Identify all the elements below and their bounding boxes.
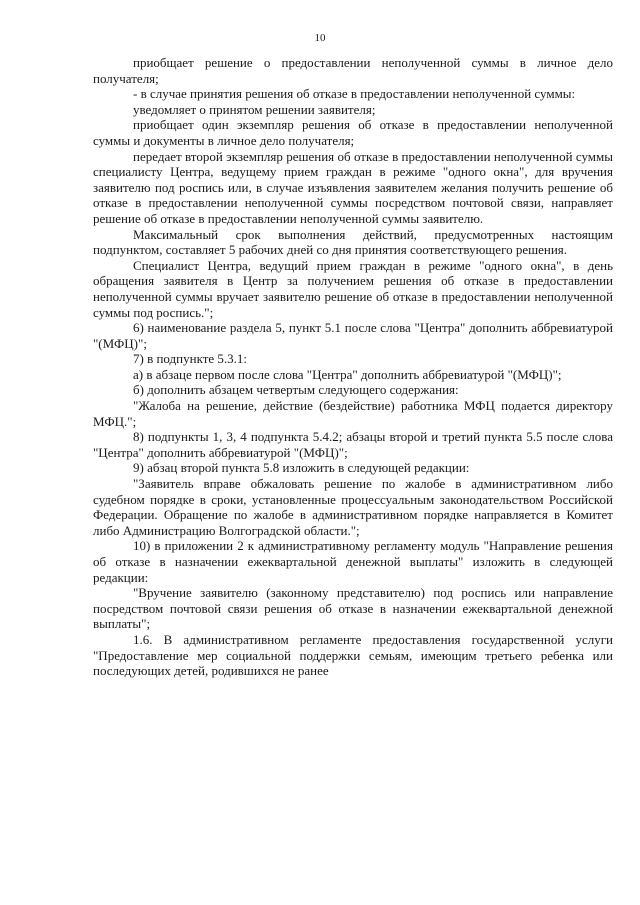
paragraph: "Жалоба на решение, действие (бездействие) работника МФЦ подается директору МФЦ."; [93,398,613,429]
paragraph: 8) подпункты 1, 3, 4 подпункта 5.4.2; абзацы второй и третий пункта 5.5 после слова "Центра" дополнить аббревиатурой "(МФЦ)"; [93,429,613,460]
document-body [93,55,613,679]
paragraph: "Вручение заявителю (законному представителю) под роспись или направление посредством почтовой связи решения об отказе в назначении ежеквартальной денежной выплаты"; [93,585,613,632]
paragraph: приобщает решение о предоставлении неполученной суммы в личное дело получателя; [93,55,613,86]
paragraph: - в случае принятия решения об отказе в предоставлении неполученной суммы: [133,86,576,102]
page-number: 10 [314,32,326,44]
paragraph: 1.6. В административном регламенте предоставления государственной услуги "Предоставление мер социальной поддержки семьям, имеющим третьего ребенка или последующих детей, родившихся не ранее [93,631,613,679]
paragraph: Специалист Центра, ведущий прием граждан в режиме "одного окна", в день обращения заявителя в Центр за получением решения об отказе в предоставлении неполученной суммы вручает заявителю решение об отказе в предоставлении неполученной суммы под роспись."; [93,257,613,320]
paragraph: б) дополнить абзацем четвертым следующего содержания: [133,382,459,398]
paragraph: передает второй экземпляр решения об отказе в предоставлении неполученной суммы специалисту Центра, ведущему прием граждан в режиме "одного окна", для вручения заявителю под роспись или, в случае изъявления заявителем желания получить решение об отказе в предоставлении неполученной суммы посредством почтовой связи, направляет решение об отказе в предоставлении неполученной суммы заявителю. [93,148,613,226]
paragraph: уведомляет о принятом решении заявителя; [133,101,376,117]
paragraph: "Заявитель вправе обжаловать решение по жалобе в административном либо судебном порядке в сроки, установленные процессуальным законодательством Российской Федерации. Обращение по жалобе в административном порядке направляется в Комитет либо Администрацию Волгоградской области."; [93,476,613,538]
paragraph: а) в абзаце первом после слова "Центра" дополнить аббревиатурой "(МФЦ)"; [133,366,562,382]
paragraph: 6) наименование раздела 5, пункт 5.1 после слова "Центра" дополнить аббревиатурой "(МФЦ)"; [93,320,613,351]
paragraph: 7) в подпункте 5.3.1: [133,351,248,367]
paragraph: 10) в приложении 2 к административному регламенту модуль "Направление решения об отказе в назначении ежеквартальной денежной выплаты" изложить в следующей редакции: [93,538,613,585]
paragraph: приобщает один экземпляр решения об отказе в предоставлении неполученной суммы и документы в личное дело получателя; [93,117,613,148]
paragraph: Максимальный срок выполнения действий, предусмотренных настоящим подпунктом, составляет 5 рабочих дней со дня принятия соответствующего решения. [93,226,613,258]
paragraph: 9) абзац второй пункта 5.8 изложить в следующей редакции: [133,460,470,476]
